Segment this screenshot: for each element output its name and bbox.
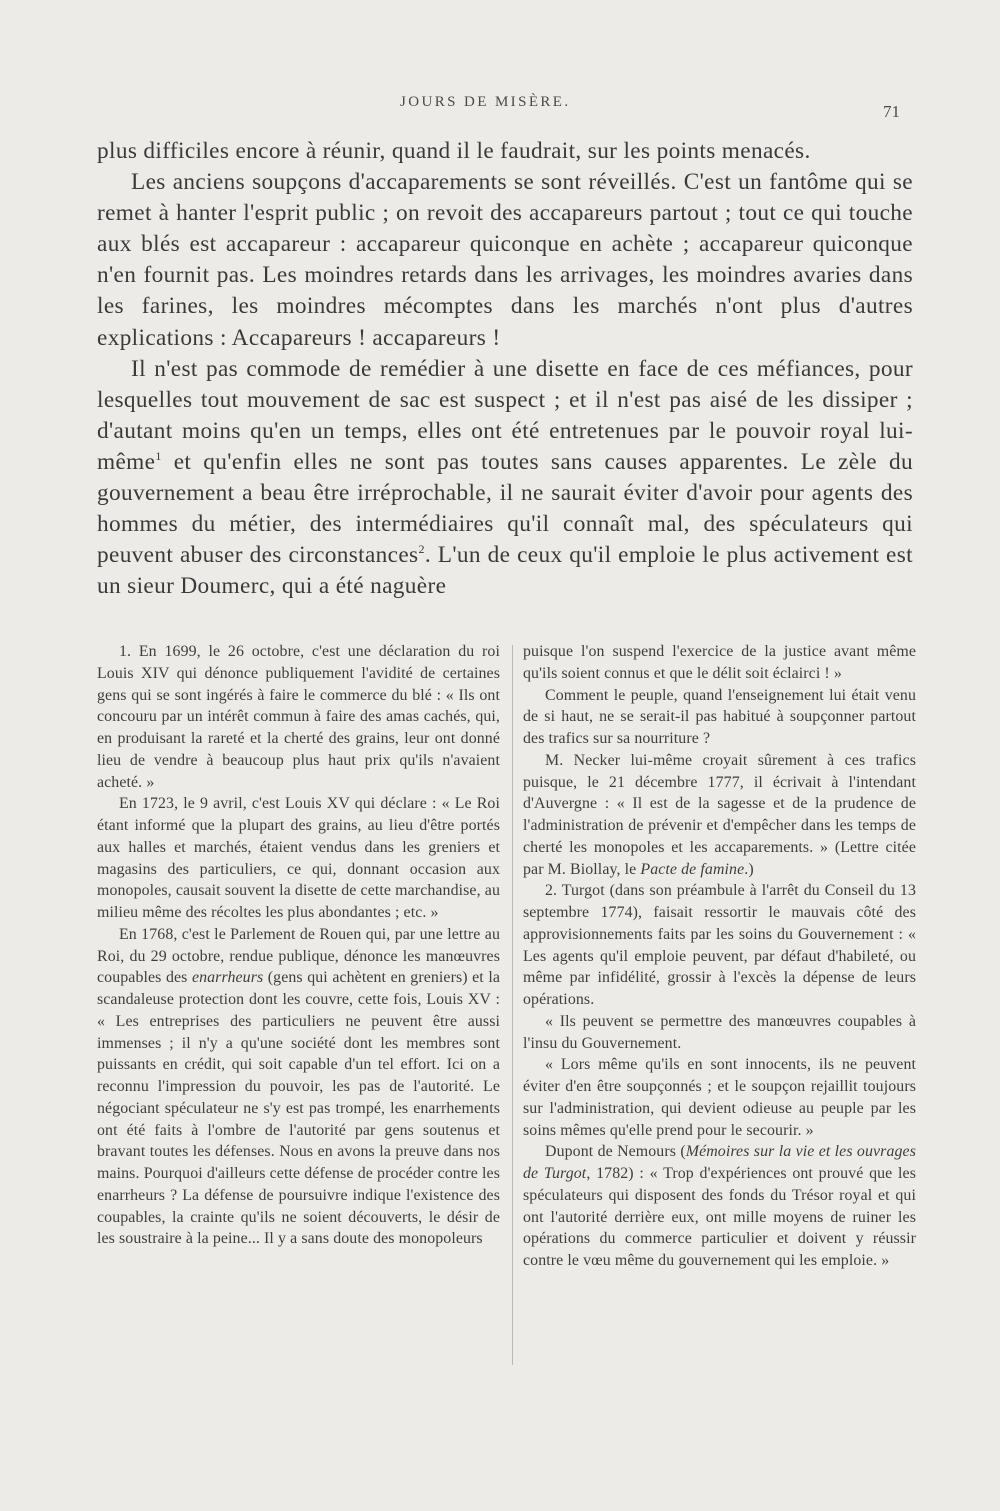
paragraph-text: Il n'est pas commode de remédier à une disette en face de ces méfiances, pour lesquelles tout mouvement de sac est suspect ; et il n'est pas aisé de les dissiper ; d'autant moins qu'en un temps, elles ont été entretenues par le pouvoir royal lui-même [97, 355, 913, 475]
paragraph: plus difficiles encore à réunir, quand il le faudrait, sur les points menacés. [97, 138, 811, 164]
footnote-italic: Mémoires sur la vie et les ouvrages de Turgot [523, 1143, 916, 1182]
paragraph [97, 354, 913, 603]
paragraph-text: . L'un de ceux qu'il emploie le plus activement est un sieur Doumerc, qui a été naguère [97, 542, 913, 600]
footnote-text: Dupont de Nemours ( [545, 1143, 686, 1161]
footnote-text: .) [744, 860, 754, 878]
footnote-paragraph [97, 924, 500, 1250]
footnote-text: , 1782) : « Trop d'expériences ont prouvé que les spéculateurs qui disposent des fonds du Trésor royal et qui ont l'autorité derrière eux, ont mille moyens de ruiner les opérations du commerce particulier et doivent y réussir contre le vœu même du gouvernement qui les emploie. » [523, 1165, 916, 1269]
footnote-ref-1[interactable]: 1 [155, 448, 162, 463]
footnote-paragraph: « Ils peuvent se permettre des manœuvres coupables à l'insu du Gouvernement. [523, 1012, 916, 1052]
page-header [0, 94, 1000, 121]
footnote-paragraph: 2. Turgot (dans son préambule à l'arrêt du Conseil du 13 septembre 1774), faisait ressortir le mauvais côté des approvisionnements faits par les soins du Gouvernement : « Les agents qu'il emploie peuvent, par défaut d'habileté, ou même par infidélité, grossir à l'excès la dépense de leurs opérations. [523, 882, 916, 1008]
footnote-paragraph [523, 750, 916, 881]
footnote-paragraph: puisque l'on suspend l'exercice de la justice avant même qu'ils soient connus et que le délit soit éclairci ! » [523, 643, 916, 682]
main-body-text [97, 136, 913, 602]
page-number: 71 [883, 102, 900, 121]
column-divider [512, 645, 513, 1365]
footnote-text: En 1768, c'est le Parlement de Rouen qui, par une lettre au Roi, du 29 octobre, rendue publique, dénonce les manœuvres coupables des [97, 925, 500, 987]
footnotes-left-column [97, 641, 500, 1250]
paragraph-text: et qu'enfin elles ne sont pas toutes sans causes apparentes. Le zèle du gouvernement a beau être irréprochable, il ne saurait éviter d'avoir pour agents des hommes du métier, des intermédiaires qu'il connaît mal, des spéculateurs qui peuvent abuser des circonstances [97, 448, 913, 569]
footnote-text: M. Necker lui-même croyait sûrement à ces trafics puisque, le 21 décembre 1777, il écrivait à l'intendant d'Auvergne : « Il est de la sagesse et de la prudence de l'administration de prévenir et d'empêcher dans les temps de cherté les monopoles et les accaparements. » (Lettre citée par M. Biollay, le [523, 751, 916, 878]
footnote-italic: enarrheurs [191, 969, 264, 987]
footnote-text: (gens qui achètent en greniers) et la scandaleuse protection dont les couvre, cette fois, Louis XV : « Les entreprises des particuliers ne peuvent être aussi immenses ; il n'y a qu'une société dont les membres sont puissants en crédit, qui soit capable d'un tel effort. Ici on a reconnu l'impression du pouvoir, les pas de l'autorité. Le négociant spéculateur ne s'y est pas trompé, les enarrhements ont été faits à l'ombre de l'autorité par gens soutenus et bravant toutes les défenses. Nous en avons la preuve dans nos mains. Pourquoi d'ailleurs cette défense de procéder contre les enarrheurs ? La défense de poursuivre indique l'existence des coupables, la crainte qu'ils ne soient découverts, le désir de les soustraire à la peine... Il y a sans doute des monopoleurs [97, 969, 500, 1248]
footnote-paragraph: « Lors même qu'ils en sont innocents, ils ne peuvent éviter d'en être soupçonnés ; et le soupçon rejaillit toujours sur l'administration, qui devient odieuse au peuple par les soins mêmes qu'elle prend pour le secourir. » [523, 1056, 916, 1139]
footnote-ref-2[interactable]: 2 [418, 542, 425, 557]
footnote-paragraph: En 1723, le 9 avril, c'est Louis XV qui déclare : « Le Roi étant informé que la plupart des grains, au lieu d'être portés aux halles et marchés, étaient vendus dans les greniers et magasins des particuliers, ce qui, donnant occasion aux monopoles, causait souvent la disette de cette marchandise, au milieu même des récoltes les plus abondantes ; etc. » [97, 795, 500, 921]
footnote-paragraph: Comment le peuple, quand l'enseignement lui était venu de si haut, ne se serait-il pas habitué à soupçonner partout des trafics sur sa nourriture ? [523, 686, 916, 747]
footnotes-right-column [523, 641, 916, 1272]
footnote-paragraph: 1. En 1699, le 26 octobre, c'est une déclaration du roi Louis XIV qui dénonce publiquement l'avidité de certaines gens qui se sont ingérés à faire le commerce du blé : « Ils ont concouru par un intérêt commun à faire des amas cachés, qui, en produisant la rareté et la cherté des grains, leur ont donné lieu de vendre à beaucoup plus haut prix qu'ils n'avaient acheté. » [97, 643, 500, 791]
footnotes [0, 641, 1000, 1381]
paragraph: Les anciens soupçons d'accaparements se sont réveillés. C'est un fantôme qui se remet à hanter l'esprit public ; on revoit des accapareurs partout ; tout ce qui touche aux blés est accapareur : accapareur quiconque en achète ; accapareur quiconque n'en fournit pas. Les moindres retards dans les arrivages, les moindres avaries dans les farines, les moindres mécomptes dans les marchés n'ont plus d'autres explications : Accapareurs ! accapareurs ! [97, 169, 913, 351]
footnote-italic: Pacte de famine [640, 860, 745, 878]
running-head: JOURS DE MISÈRE. [400, 94, 571, 110]
footnote-paragraph [523, 1141, 916, 1272]
